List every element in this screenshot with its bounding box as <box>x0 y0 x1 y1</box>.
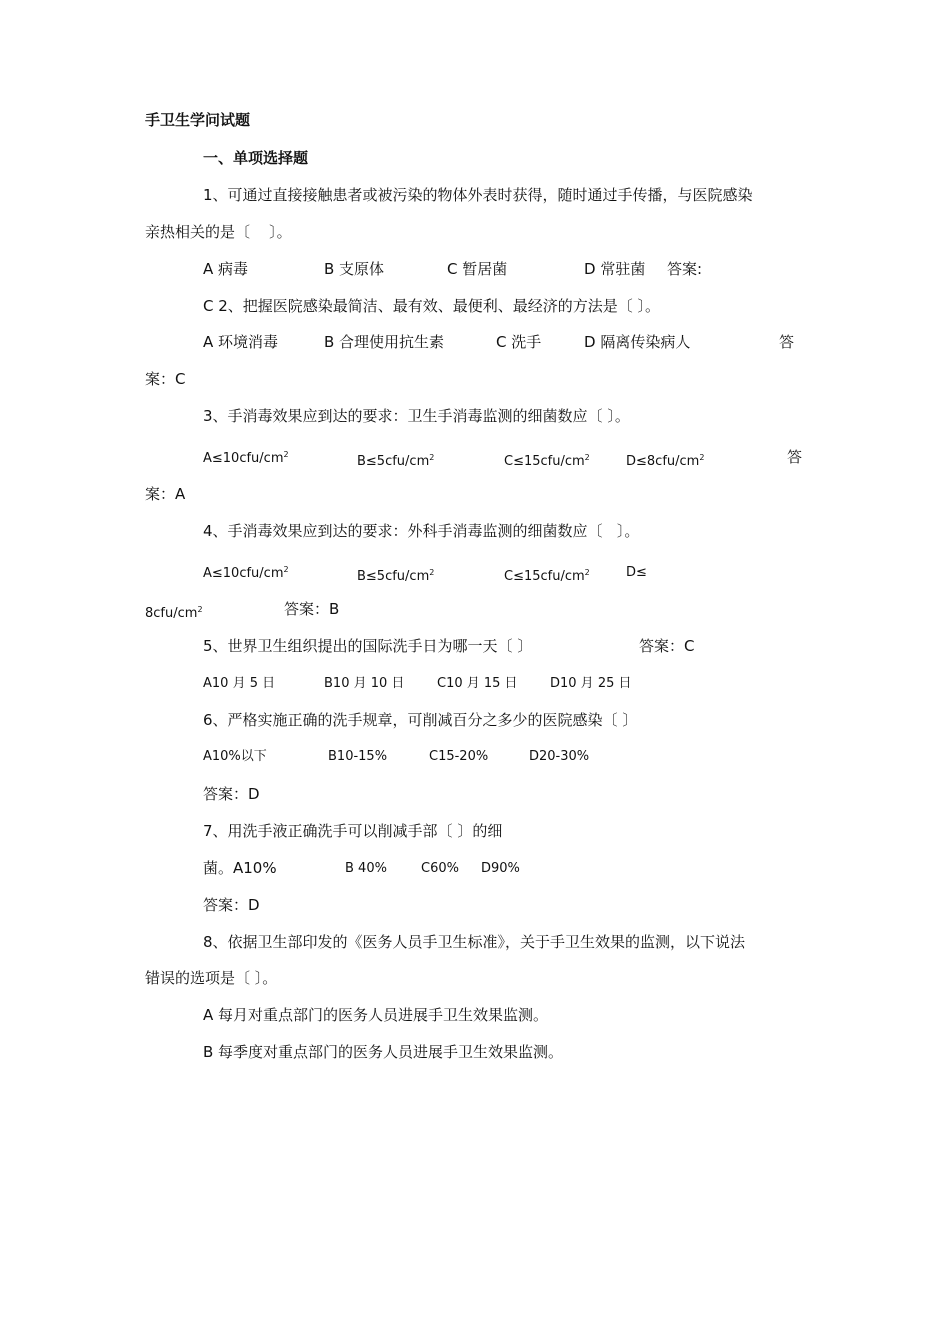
q6-option-a: A10%以下 <box>203 749 267 764</box>
document-title: 手卫生学问试题 <box>145 111 251 129</box>
q5-answer: 答案：C <box>639 637 695 655</box>
q3-option-c: $C\le 15cfu/cm^2$ <box>504 453 590 469</box>
q5-option-d: D10 月 25 日 <box>550 676 632 691</box>
q1-answer-label: 答案: <box>667 260 703 278</box>
q7-option-d: D90% <box>481 861 520 876</box>
q6-option-d: D20-30% <box>529 749 590 764</box>
q5-stem: 5、世界卫生组织提出的国际洗手日为哪一天〔 〕 <box>203 637 533 655</box>
q4-option-d-cont: $8cfu/cm^2$ <box>145 605 203 621</box>
q8-option-b: B 每季度对重点部门的医务人员进展手卫生效果监测。 <box>203 1043 564 1061</box>
q3-option-b: $B\le 5cfu/cm^2$ <box>357 453 435 469</box>
q7-answer: 答案：D <box>203 896 260 914</box>
q2-option-d: D 隔离传染病人 <box>584 333 691 351</box>
q5-option-b: B10 月 10 日 <box>324 676 405 691</box>
q2-answer-part1: 答 <box>779 333 795 351</box>
q3-stem: 3、手消毒效果应到达的要求：卫生手消毒监测的细菌数应〔 〕。 <box>203 407 630 425</box>
q8-stem-line1: 8、依据卫生部印发的《医务人员手卫生标准》，关于手卫生效果的监测，以下说法 <box>203 933 746 951</box>
q2-option-b: B 合理使用抗生素 <box>324 333 445 351</box>
q4-option-a: $A\le 10cfu/cm^2$ <box>203 565 289 581</box>
q2-answer-part2: 案：C <box>145 370 186 388</box>
q6-option-c: C15-20% <box>429 749 489 764</box>
q5-option-a: A10 月 5 日 <box>203 676 276 691</box>
q1-option-a: A 病毒 <box>203 260 249 278</box>
q1-option-c: C 暂居菌 <box>447 260 508 278</box>
section-heading: 一、单项选择题 <box>203 149 309 167</box>
q3-answer-part2: 案：A <box>145 485 186 503</box>
q2-option-c: C 洗手 <box>496 333 542 351</box>
q7-stem-cont-option-a: 菌。A10% <box>203 859 277 877</box>
q6-option-b: B10-15% <box>328 749 388 764</box>
q3-option-d: $D\le 8cfu/cm^2$ <box>626 453 705 469</box>
q8-option-a: A 每月对重点部门的医务人员进展手卫生效果监测。 <box>203 1006 549 1024</box>
q3-answer-part1: 答 <box>787 448 803 466</box>
q3-option-a: $A\le 10cfu/cm^2$ <box>203 450 289 466</box>
q4-answer: 答案：B <box>284 600 340 618</box>
q4-option-d: D≤ <box>626 565 647 580</box>
q5-option-c: C10 月 15 日 <box>437 676 518 691</box>
q4-stem: 4、手消毒效果应到达的要求：外科手消毒监测的细菌数应〔 〕。 <box>203 522 640 540</box>
q6-answer: 答案：D <box>203 785 260 803</box>
q7-option-c: C60% <box>421 861 459 876</box>
q4-option-c: $C\le 15cfu/cm^2$ <box>504 568 590 584</box>
q2-stem: C 2、把握医院感染最简洁、最有效、最便利、最经济的方法是〔 〕。 <box>203 297 661 315</box>
q7-stem: 7、用洗手液正确洗手可以削减手部〔 〕的细 <box>203 822 503 840</box>
q1-option-d: D 常驻菌 <box>584 260 646 278</box>
q7-option-b: B 40% <box>345 861 387 876</box>
q1-stem-line1: 1、可通过直接接触患者或被污染的物体外表时获得，随时通过手传播，与医院感染 <box>203 186 753 204</box>
q1-stem-line2: 亲热相关的是〔 〕。 <box>145 223 292 241</box>
q8-stem-line2: 错误的选项是〔 〕。 <box>145 969 278 987</box>
q2-option-a: A 环境消毒 <box>203 333 279 351</box>
q1-option-b: B 支原体 <box>324 260 385 278</box>
q6-stem: 6、严格实施正确的洗手规章，可削减百分之多少的医院感染〔 〕 <box>203 711 638 729</box>
q4-option-b: $B\le 5cfu/cm^2$ <box>357 568 435 584</box>
